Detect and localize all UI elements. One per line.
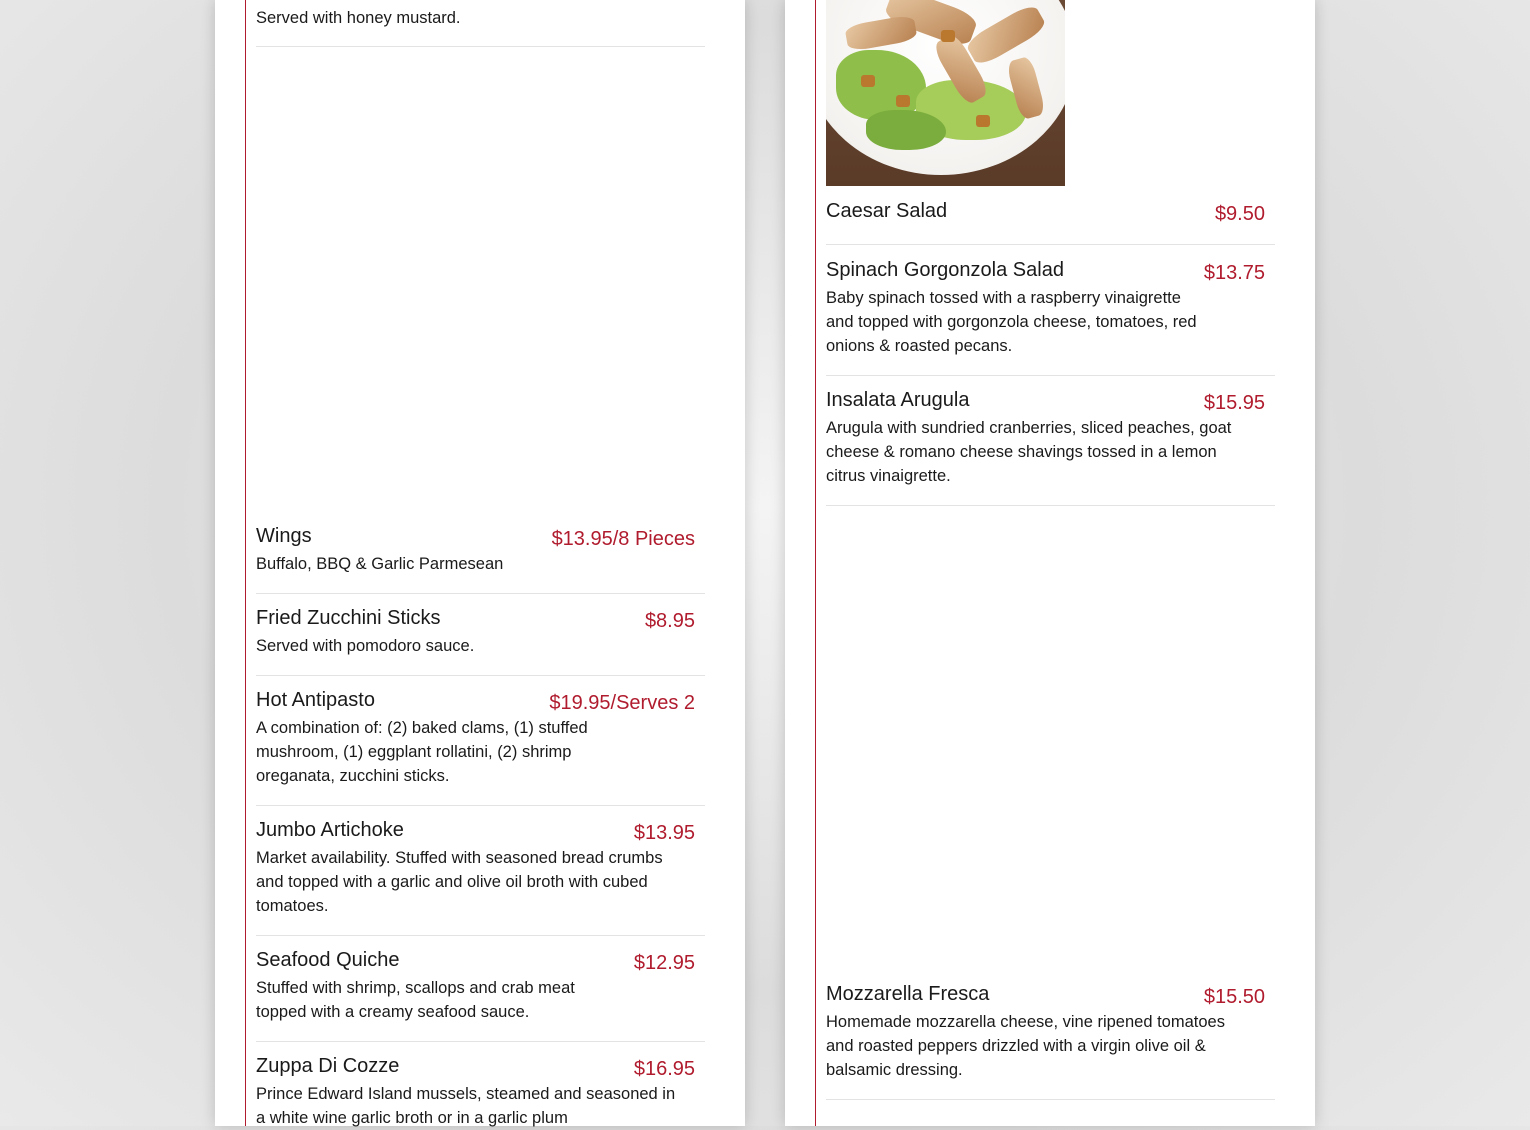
item-description: Served with pomodoro sauce. [256,637,475,655]
menu-item [256,688,705,806]
item-name: Wings [256,525,312,547]
menu-item [256,1054,705,1126]
item-name: Fried Zucchini Sticks [256,607,441,629]
item-name: Zuppa Di Cozze [256,1055,400,1077]
item-price: $13.95 [633,822,695,844]
item-name: Seafood Quiche [256,949,400,971]
item-name: Hot Antipasto [256,689,375,711]
item-price: $9.50 [1214,203,1265,225]
item-description: Baby spinach tossed with a raspberry vinaigrette and topped with gorgonzola cheese, tomatoes, red onions & roasted pecans. [826,289,1197,355]
item-description: Buffalo, BBQ & Garlic Parmesean [256,555,504,573]
menu-item [826,982,1275,1100]
item-name: Insalata Arugula [826,389,970,411]
item-name: Spinach Gorgonzola Salad [826,259,1064,281]
item-price: $8.95 [644,610,695,632]
item-description: Arugula with sundried cranberries, sliced peaches, goat cheese & romano cheese shavings tossed in a lemon citrus vinaigrette. [826,419,1232,485]
item-description: Market availability. Stuffed with seasoned bread crumbs and topped with a garlic and olive oil broth with cubed tomatoes. [256,849,663,915]
item-description: Stuffed with shrimp, scallops and crab meat topped with a creamy seafood sauce. [256,979,575,1021]
item-price: $16.95 [633,1058,695,1080]
panel-accent-rule [245,0,246,1126]
menu-item [826,258,1275,376]
item-description: Served with honey mustard. [256,9,461,27]
menu-item [826,388,1275,506]
menu-item [256,606,705,676]
item-price: $19.95/Serves 2 [549,692,695,714]
menu-item [826,199,1275,245]
menu-item [256,948,705,1042]
item-name: Caesar Salad [826,200,948,222]
panel-accent-rule [815,0,816,1126]
menu-item [256,524,705,594]
item-name: Jumbo Artichoke [256,819,404,841]
item-price: $15.50 [1203,986,1265,1008]
menu-item [256,818,705,936]
item-description: Homemade mozzarella cheese, vine ripened tomatoes and roasted peppers drizzled with a virgin olive oil & balsamic dressing. [826,1013,1225,1079]
caesar-salad-photo [826,0,1065,186]
item-description: Prince Edward Island mussels, steamed and seasoned in a white wine garlic broth or in a garlic plum [256,1085,676,1127]
item-price: $13.95/8 Pieces [551,528,695,550]
item-name: Mozzarella Fresca [826,983,990,1005]
item-price: $13.75 [1203,262,1265,284]
item-price: $15.95 [1203,392,1265,414]
item-price: $12.95 [633,952,695,974]
item-description: A combination of: (2) baked clams, (1) stuffed mushroom, (1) eggplant rollatini, (2) shrimp oreganata, zucchini sticks. [256,719,588,785]
menu-item [256,0,705,47]
